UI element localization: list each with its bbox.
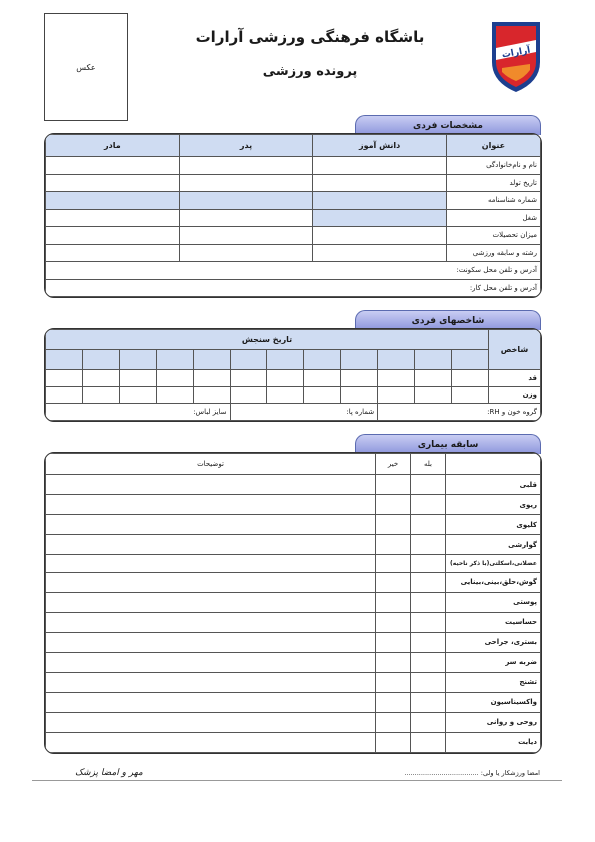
date-cell[interactable] xyxy=(341,350,378,370)
date-cell[interactable] xyxy=(304,350,341,370)
date-cell[interactable] xyxy=(119,350,156,370)
row-label-height: قد xyxy=(489,370,541,387)
cell-input[interactable] xyxy=(179,192,313,210)
notes-input[interactable] xyxy=(46,672,376,692)
cell-input[interactable] xyxy=(46,244,180,262)
notes-input[interactable] xyxy=(46,692,376,712)
row-label: رشته و سابقه ورزشی xyxy=(446,244,540,262)
no-checkbox[interactable] xyxy=(376,535,411,555)
yes-checkbox[interactable] xyxy=(411,515,446,535)
row-label: شماره شناسنامه xyxy=(446,192,540,210)
disease-label: ریوی xyxy=(446,495,541,515)
date-cell[interactable] xyxy=(46,350,83,370)
cell-input[interactable] xyxy=(179,227,313,245)
row-label-weight: وزن xyxy=(489,387,541,404)
no-checkbox[interactable] xyxy=(376,555,411,573)
notes-input[interactable] xyxy=(46,652,376,672)
club-name: باشگاه فرهنگی ورزشی آرارات xyxy=(195,28,425,46)
row-label: نام و نام‌خانوادگی xyxy=(446,157,540,175)
date-label: تاریخ سنجش xyxy=(46,330,489,350)
cell-input[interactable] xyxy=(156,370,193,387)
disease-label: دیابت xyxy=(446,732,541,752)
disease-label: حساسیت xyxy=(446,612,541,632)
cell-input[interactable] xyxy=(179,157,313,175)
yes-checkbox[interactable] xyxy=(411,692,446,712)
cell-input[interactable] xyxy=(378,387,415,404)
date-cell[interactable] xyxy=(415,350,452,370)
medical-section-title: سابقه بیماری xyxy=(355,434,541,454)
disease-label: ضربه سر xyxy=(446,652,541,672)
indicators-section-title: شاخصهای فردی xyxy=(355,310,541,330)
cell-input[interactable] xyxy=(341,387,378,404)
home-address-field[interactable]: آدرس و تلفن محل سکونت: xyxy=(46,262,541,280)
col-title: عنوان xyxy=(446,135,540,157)
notes-input[interactable] xyxy=(46,712,376,732)
cell-input[interactable] xyxy=(179,244,313,262)
row-label: شغل xyxy=(446,209,540,227)
cell-input[interactable] xyxy=(304,387,341,404)
athlete-signature-label: امضا ورزشکار یا ولی: xyxy=(480,769,540,777)
row-label: میزان تحصیلات xyxy=(446,227,540,245)
notes-input[interactable] xyxy=(46,592,376,612)
disease-label: روحی و روانی xyxy=(446,712,541,732)
notes-input[interactable] xyxy=(46,612,376,632)
notes-input[interactable] xyxy=(46,535,376,555)
notes-input[interactable] xyxy=(46,632,376,652)
cell-input[interactable] xyxy=(451,370,488,387)
no-checkbox[interactable] xyxy=(376,475,411,495)
col-father: پدر xyxy=(179,135,313,157)
date-cell[interactable] xyxy=(82,350,119,370)
cell-input[interactable] xyxy=(313,227,447,245)
cell-input[interactable] xyxy=(193,370,230,387)
disease-label: واکسیناسیون xyxy=(446,692,541,712)
cell-input[interactable] xyxy=(46,209,180,227)
col-yes: بله xyxy=(411,454,446,475)
cell-input[interactable] xyxy=(82,387,119,404)
clothes-size-field[interactable]: سایز لباس: xyxy=(46,404,231,421)
no-checkbox[interactable] xyxy=(376,632,411,652)
no-checkbox[interactable] xyxy=(376,515,411,535)
index-label: شاخص xyxy=(489,330,541,370)
date-cell[interactable] xyxy=(193,350,230,370)
disease-label: کلیوی xyxy=(446,515,541,535)
no-checkbox[interactable] xyxy=(376,672,411,692)
medical-table xyxy=(44,452,542,754)
col-no: خیر xyxy=(376,454,411,475)
date-cell[interactable] xyxy=(451,350,488,370)
cell-input[interactable] xyxy=(46,192,180,210)
cell-input[interactable] xyxy=(119,370,156,387)
cell-input[interactable] xyxy=(230,370,267,387)
yes-checkbox[interactable] xyxy=(411,555,446,573)
footer-divider xyxy=(32,780,562,781)
cell-input[interactable] xyxy=(378,370,415,387)
disease-label: تشنج xyxy=(446,672,541,692)
notes-input[interactable] xyxy=(46,515,376,535)
logo-text: آرارات xyxy=(501,45,532,61)
date-cell[interactable] xyxy=(378,350,415,370)
col-disease xyxy=(446,454,541,475)
notes-input[interactable] xyxy=(46,732,376,752)
cell-input[interactable] xyxy=(451,387,488,404)
notes-input[interactable] xyxy=(46,495,376,515)
cell-input[interactable] xyxy=(267,387,304,404)
cell-input[interactable] xyxy=(313,192,447,210)
foot-size-field[interactable]: شماره پا: xyxy=(230,404,378,421)
cell-input[interactable] xyxy=(313,244,447,262)
col-notes: توضیحات xyxy=(46,454,376,475)
yes-checkbox[interactable] xyxy=(411,672,446,692)
yes-checkbox[interactable] xyxy=(411,632,446,652)
cell-input[interactable] xyxy=(156,387,193,404)
yes-checkbox[interactable] xyxy=(411,475,446,495)
no-checkbox[interactable] xyxy=(376,495,411,515)
yes-checkbox[interactable] xyxy=(411,612,446,632)
cell-input[interactable] xyxy=(313,157,447,175)
yes-checkbox[interactable] xyxy=(411,572,446,592)
club-logo xyxy=(488,18,544,94)
personal-section-title: مشخصات فردی xyxy=(355,115,541,135)
no-checkbox[interactable] xyxy=(376,732,411,752)
no-checkbox[interactable] xyxy=(376,592,411,612)
signature-dots: .................................... xyxy=(404,769,479,777)
yes-checkbox[interactable] xyxy=(411,535,446,555)
no-checkbox[interactable] xyxy=(376,572,411,592)
cell-input[interactable] xyxy=(46,370,83,387)
no-checkbox[interactable] xyxy=(376,692,411,712)
photo-box xyxy=(44,13,128,121)
indicators-table xyxy=(44,328,542,422)
blood-group-field[interactable]: گروه خون و RH: xyxy=(378,404,541,421)
disease-label: قلبی xyxy=(446,475,541,495)
no-checkbox[interactable] xyxy=(376,652,411,672)
work-address-field[interactable]: آدرس و تلفن محل کار: xyxy=(46,279,541,297)
cell-input[interactable] xyxy=(179,174,313,192)
cell-input[interactable] xyxy=(267,370,304,387)
cell-input[interactable] xyxy=(415,370,452,387)
date-cell[interactable] xyxy=(230,350,267,370)
disease-label: گوارشی xyxy=(446,535,541,555)
no-checkbox[interactable] xyxy=(376,712,411,732)
cell-input[interactable] xyxy=(313,209,447,227)
disease-label: عضلانی،اسکلتی(با ذکر ناحیه) xyxy=(446,555,541,573)
yes-checkbox[interactable] xyxy=(411,652,446,672)
date-cell[interactable] xyxy=(156,350,193,370)
cell-input[interactable] xyxy=(119,387,156,404)
cell-input[interactable] xyxy=(415,387,452,404)
col-student: دانش آموز xyxy=(313,135,447,157)
date-cell[interactable] xyxy=(267,350,304,370)
disease-label: گوش،حلق،بینی،بینایی xyxy=(446,572,541,592)
cell-input[interactable] xyxy=(304,370,341,387)
cell-input[interactable] xyxy=(46,157,180,175)
col-mother: مادر xyxy=(46,135,180,157)
yes-checkbox[interactable] xyxy=(411,732,446,752)
cell-input[interactable] xyxy=(179,209,313,227)
yes-checkbox[interactable] xyxy=(411,712,446,732)
notes-input[interactable] xyxy=(46,555,376,573)
cell-input[interactable] xyxy=(313,174,447,192)
personal-table xyxy=(44,133,542,298)
cell-input[interactable] xyxy=(46,227,180,245)
yes-checkbox[interactable] xyxy=(411,495,446,515)
no-checkbox[interactable] xyxy=(376,612,411,632)
form-title: پرونده ورزشی xyxy=(262,64,358,79)
cell-input[interactable] xyxy=(193,387,230,404)
cell-input[interactable] xyxy=(46,174,180,192)
doctor-signature-label: مهر و امضا پزشک xyxy=(75,768,143,778)
notes-input[interactable] xyxy=(46,475,376,495)
notes-input[interactable] xyxy=(46,572,376,592)
cell-input[interactable] xyxy=(82,370,119,387)
yes-checkbox[interactable] xyxy=(411,592,446,612)
row-label: تاریخ تولد xyxy=(446,174,540,192)
disease-label: بستری، جراحی xyxy=(446,632,541,652)
cell-input[interactable] xyxy=(230,387,267,404)
cell-input[interactable] xyxy=(46,387,83,404)
athlete-signature-field[interactable] xyxy=(330,769,540,777)
disease-label: پوستی xyxy=(446,592,541,612)
cell-input[interactable] xyxy=(341,370,378,387)
photo-label: عکس xyxy=(76,62,96,72)
